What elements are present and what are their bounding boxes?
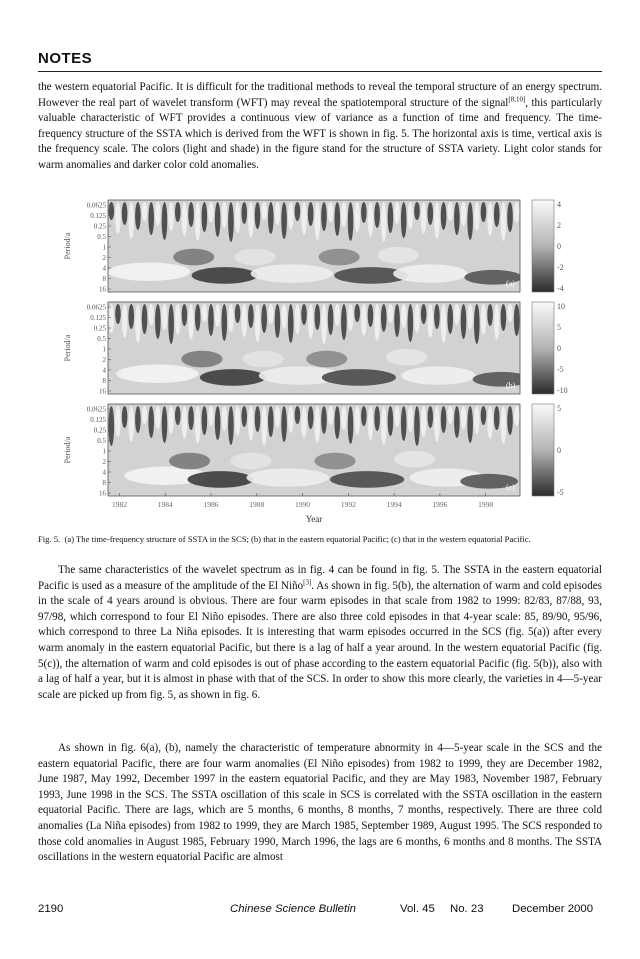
x-tick-label: 1990 [295, 500, 311, 509]
y-tick-label: 2 [102, 254, 106, 262]
x-tick-label: 1982 [111, 500, 127, 509]
colorbar [532, 200, 554, 292]
colorbar-tick-label: -5 [557, 365, 564, 374]
colorbar-tick-label: 4 [557, 200, 561, 209]
colorbar-tick-label: 10 [557, 302, 565, 311]
figure-caption: Fig. 5. (a) The time-frequency structure of SSTA in the SCS; (b) that in the eastern equatorial Pacific; (c) that in the western equatorial Pacific. [38, 534, 531, 544]
x-tick-label: 1992 [340, 500, 356, 509]
issue-date: December 2000 [512, 903, 594, 915]
y-tick-label: 0.125 [90, 416, 106, 424]
y-tick-label: 0.0625 [86, 303, 106, 312]
x-axis-label: Year [305, 514, 323, 524]
y-tick-label: 0.0625 [86, 405, 106, 414]
y-tick-label: 4 [102, 366, 106, 375]
y-tick-label: 0.25 [93, 324, 106, 333]
colorbar-tick-label: -2 [557, 263, 564, 272]
colorbar-tick-label: 2 [557, 221, 561, 230]
page-number: 2190 [38, 903, 64, 915]
y-axis-label: Period/a [63, 232, 72, 260]
y-tick-label: 0.125 [90, 314, 106, 322]
y-tick-label: 2 [102, 356, 106, 364]
panel-b [63, 302, 568, 396]
panel-label: (b) [506, 381, 516, 390]
volume: Vol. 45 [400, 903, 435, 915]
colorbar-tick-label: 5 [557, 323, 561, 332]
y-tick-label: 8 [102, 377, 106, 385]
x-tick-label: 1994 [386, 500, 402, 509]
y-tick-label: 1 [102, 447, 106, 456]
colorbar-tick-label: 0 [557, 242, 561, 251]
colorbar [532, 302, 554, 394]
y-tick-label: 16 [99, 285, 106, 294]
y-tick-label: 4 [102, 468, 106, 477]
y-tick-label: 0.5 [97, 233, 106, 241]
wavelet-figure [62, 196, 582, 528]
colorbar [532, 404, 554, 496]
panel-a [63, 200, 564, 294]
y-axis-label: Period/a [63, 436, 72, 464]
header-rule [38, 71, 602, 72]
x-tick-label: 1988 [249, 500, 265, 509]
y-tick-label: 0.5 [97, 335, 106, 343]
section-header: NOTES [38, 50, 93, 67]
paragraph-3: As shown in fig. 6(a), (b), namely the characteristic of temperature abnormity in 4—5-year scale in the SCS and the eastern equatorial Pacific, there are four warm anomalies (El Niño episodes) from 1982 to 1999, they are December 1982, June 1987, May 1992, December 1997 in the eastern equatorial Pacific, and they are May 1983, November 1987, February 1993, June 1998 in the SCS. The SSTA oscillation of this scale in SCS is correlated with the SSTA oscillation in the eastern equatorial Pacific. There are lags, which are 5 months, 6 months, 8 months, 7 months, respectively. There are three cold anomalies (La Niña episodes) from 1982 to 1999, they are March 1985, September 1989, August 1995. The SCS responded to those cold anomalies in August 1985, February 1990, March 1996, the lags are 6 months, 6 months and 8 months. The SSTA oscillations in the western equatorial Pacific are almost [38, 742, 602, 864]
colorbar-tick-label: 0 [557, 344, 561, 353]
y-tick-label: 16 [99, 489, 106, 498]
y-tick-label: 0.0625 [86, 201, 106, 210]
colorbar-tick-label: 0 [557, 446, 561, 455]
y-tick-label: 8 [102, 479, 106, 487]
colorbar-tick-label: -10 [557, 386, 568, 395]
x-tick-label: 1984 [157, 500, 173, 509]
paragraph-2: The same characteristics of the wavelet spectrum as in fig. 4 can be found in fig. 5. The SSTA in the eastern equatorial Pacific is used as a measure of the amplitude of the El Niño[3]. As shown in fig. 5(b), the alternation of warm and cold episodes in the scale of 4 years around is obvious. There are four warm episodes in that scale from 1982 to 1999: 82/83, 87/88, 93, 97/98, which correspond to four El Niño episodes. There are also three cold episodes in that 4-year scale: 85, 89/90, 95/96, which correspond to three La Niña episodes. It is interesting that warm episodes occurred in the SCS (fig. 5(a)) after every warm anomaly in the eastern equatorial Pacific, but there is a lag of half a year around. In the western equatorial Pacific (fig. 5(c)), the alternation of warm and cold episodes is out of phase according to the eastern equatorial Pacific (fig. 5(b)), also with a lag of half a year, but it is almost in phase with that of the SCS. In order to show this more clearly, the varieties in 4—5-year scale are picked up from fig. 5, as shown in fig. 6. [38, 564, 602, 701]
x-tick-label: 1998 [478, 500, 494, 509]
colorbar-tick-label: -4 [557, 284, 564, 293]
y-tick-label: 16 [99, 387, 106, 396]
panel-label: (a) [506, 279, 515, 288]
y-axis-label: Period/a [63, 334, 72, 362]
x-tick-label: 1996 [432, 500, 448, 509]
intro-paragraph: the western equatorial Pacific. It is difficult for the traditional methods to reveal the temporal structure of an energy spectrum. However the real part of wavelet transform (WFT) may reveal the spatiotemporal structure of the signal[8,10], this particularly valuable characteristic of WFT provides a continuous view of variance as a function of time and frequency. The time-frequency structure of the SSTA which is derived from the WFT is shown in fig. 5. The horizontal axis is time, vertical axis is the frequency scale. The colors (light and shade) in the figure stand for the structure of SSTA variety. Light color stands for warm anomalies and darker color cold anomalies. [38, 81, 603, 171]
y-tick-label: 1 [102, 243, 106, 252]
y-tick-label: 4 [102, 264, 106, 273]
colorbar-tick-label: -5 [557, 488, 564, 497]
y-tick-label: 1 [102, 345, 106, 354]
panel-c [63, 404, 564, 498]
journal-name: Chinese Science Bulletin [230, 903, 357, 915]
issue: No. 23 [450, 903, 484, 915]
y-tick-label: 0.25 [93, 426, 106, 435]
y-tick-label: 0.125 [90, 212, 106, 220]
x-tick-label: 1986 [203, 500, 219, 509]
colorbar-tick-label: 5 [557, 404, 561, 413]
y-tick-label: 2 [102, 458, 106, 466]
y-tick-label: 0.25 [93, 222, 106, 231]
y-tick-label: 0.5 [97, 437, 106, 445]
panel-label: (c) [506, 483, 515, 492]
y-tick-label: 8 [102, 275, 106, 283]
